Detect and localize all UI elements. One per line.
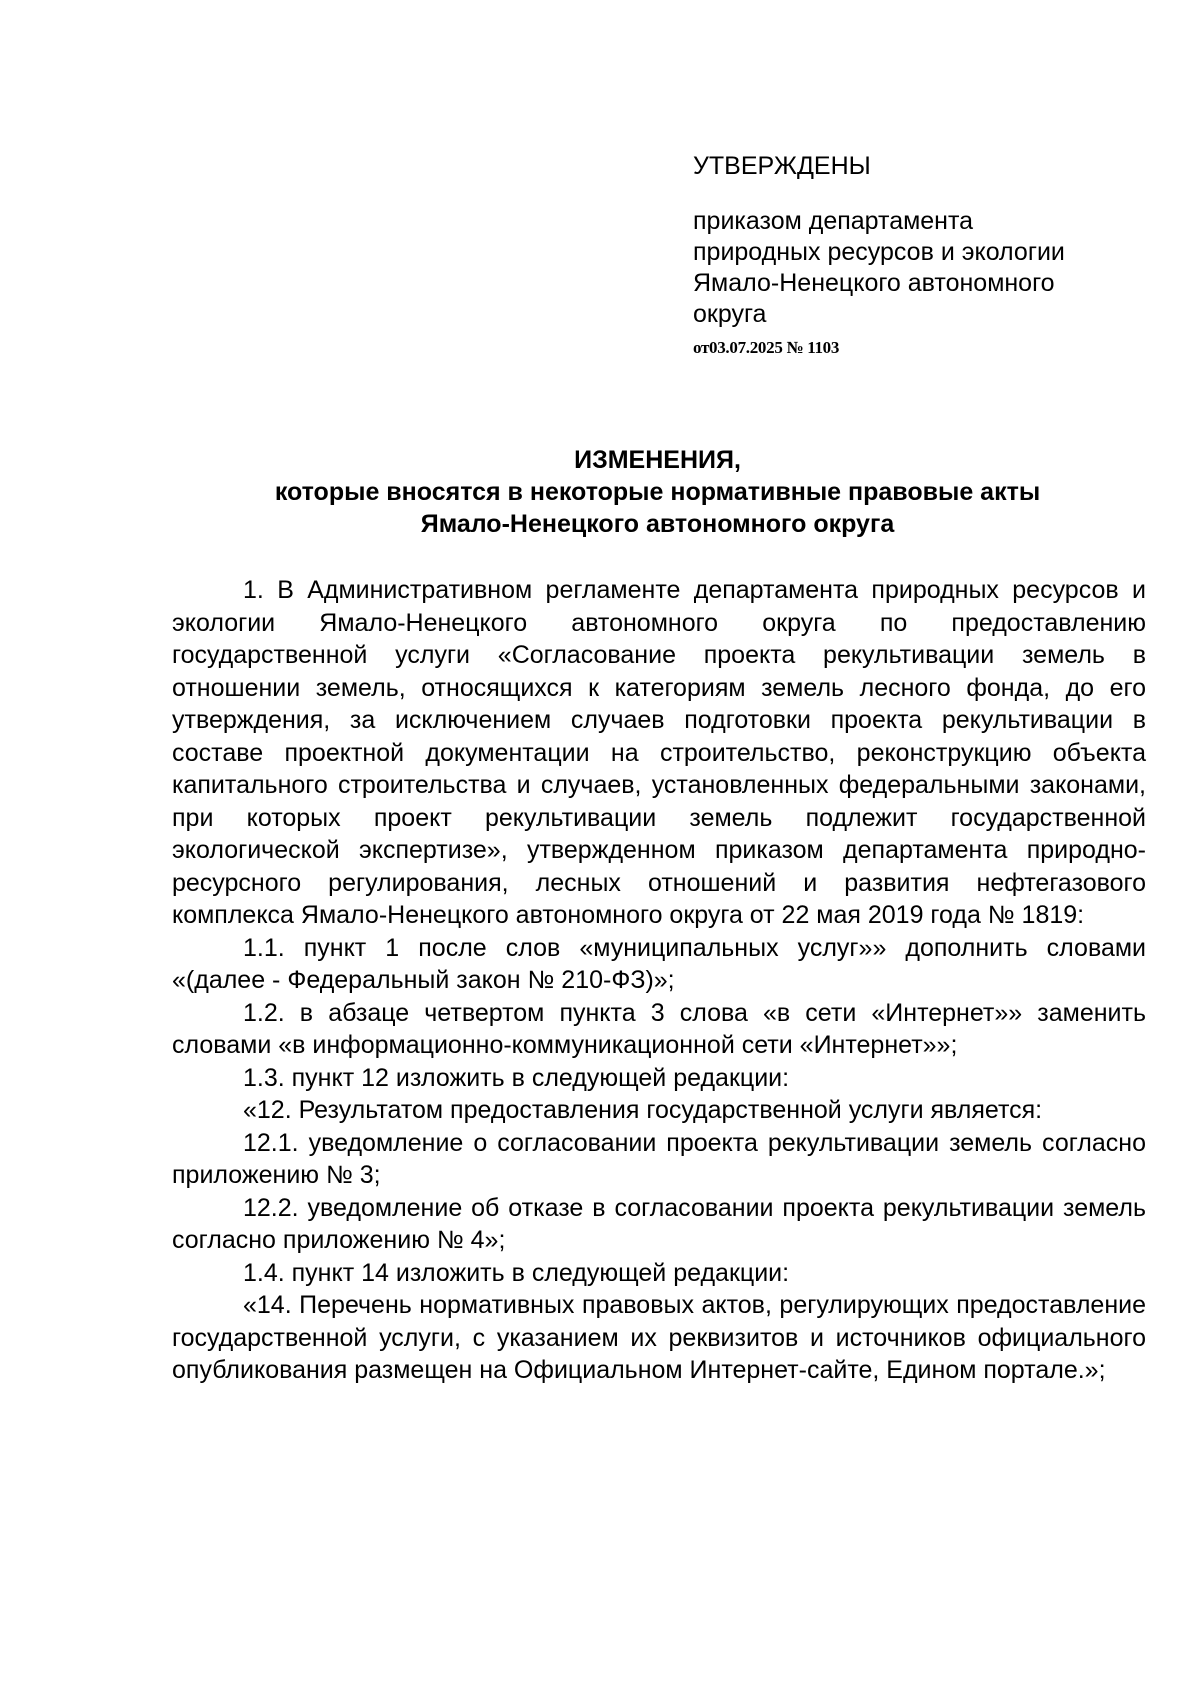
paragraph-item-1: 1. В Административном регламенте департамента природных ресурсов и экологии Ямало-Ненецкого автономного округа по предоставлению государственной услуги «Согласование проекта рекультивации земель в отношении земель, относящихся к категориям земель лесного фонда, до его утверждения, за исключением случаев подготовки проекта рекультивации в составе проектной документации на строительство, реконструкцию объекта капитального строительства и случаев, установленных федеральными законами, при которых проект рекультивации земель подлежит государственной экологической экспертизе», утвержденном приказом департамента природно-ресурсного регулирования, лесных отношений и развития нефтегазового комплекса Ямало-Ненецкого автономного округа от 22 мая 2019 года № 1819: bbox=[172, 576, 1146, 929]
paragraph-item-14: «14. Перечень нормативных правовых актов, регулирующих предоставление государственной услуги, с указанием их реквизитов и источников официального опубликования размещен на Официальном Интернет-сайте, Едином портале.»; bbox=[172, 1291, 1146, 1384]
order-reference: от03.07.2025 № 1103 bbox=[693, 338, 840, 357]
paragraph-item-1-4: 1.4. пункт 14 изложить в следующей редакции: bbox=[243, 1258, 790, 1287]
paragraph-item-12-2: 12.2. уведомление об отказе в согласовании проекта рекультивации земель согласно приложению № 4»; bbox=[172, 1193, 1146, 1254]
document-subtitle-line-1: которые вносятся в некоторые нормативные правовые акты bbox=[274, 478, 1041, 506]
paragraph-item-1-2: 1.2. в абзаце четвертом пункта 3 слова «в сети «Интернет»» заменить словами «в информационно-коммуникационной сети «Интернет»»; bbox=[172, 998, 1146, 1059]
document-title: ИЗМЕНЕНИЯ, bbox=[574, 446, 741, 474]
paragraph-item-1-1: 1.1. пункт 1 после слов «муниципальных услуг»» дополнить словами «(далее - Федеральный закон № 210-ФЗ)»; bbox=[172, 933, 1146, 994]
paragraph-item-12-1: 12.1. уведомление о согласовании проекта рекультивации земель согласно приложению № 3; bbox=[172, 1128, 1146, 1189]
approver-text: приказом департамента природных ресурсов и экологии Ямало-Ненецкого автономного округа bbox=[693, 207, 1065, 328]
paragraph-item-1-3: 1.3. пункт 12 изложить в следующей редакции: bbox=[243, 1063, 790, 1092]
document-heading bbox=[150, 444, 1165, 540]
approval-block bbox=[693, 151, 1163, 360]
approved-label: УТВЕРЖДЕНЫ bbox=[693, 152, 871, 180]
paragraph-item-12: «12. Результатом предоставления государственной услуги является: bbox=[243, 1096, 1043, 1124]
document-subtitle-line-2: Ямало-Ненецкого автономного округа bbox=[420, 510, 895, 538]
document-body bbox=[172, 574, 1146, 1387]
